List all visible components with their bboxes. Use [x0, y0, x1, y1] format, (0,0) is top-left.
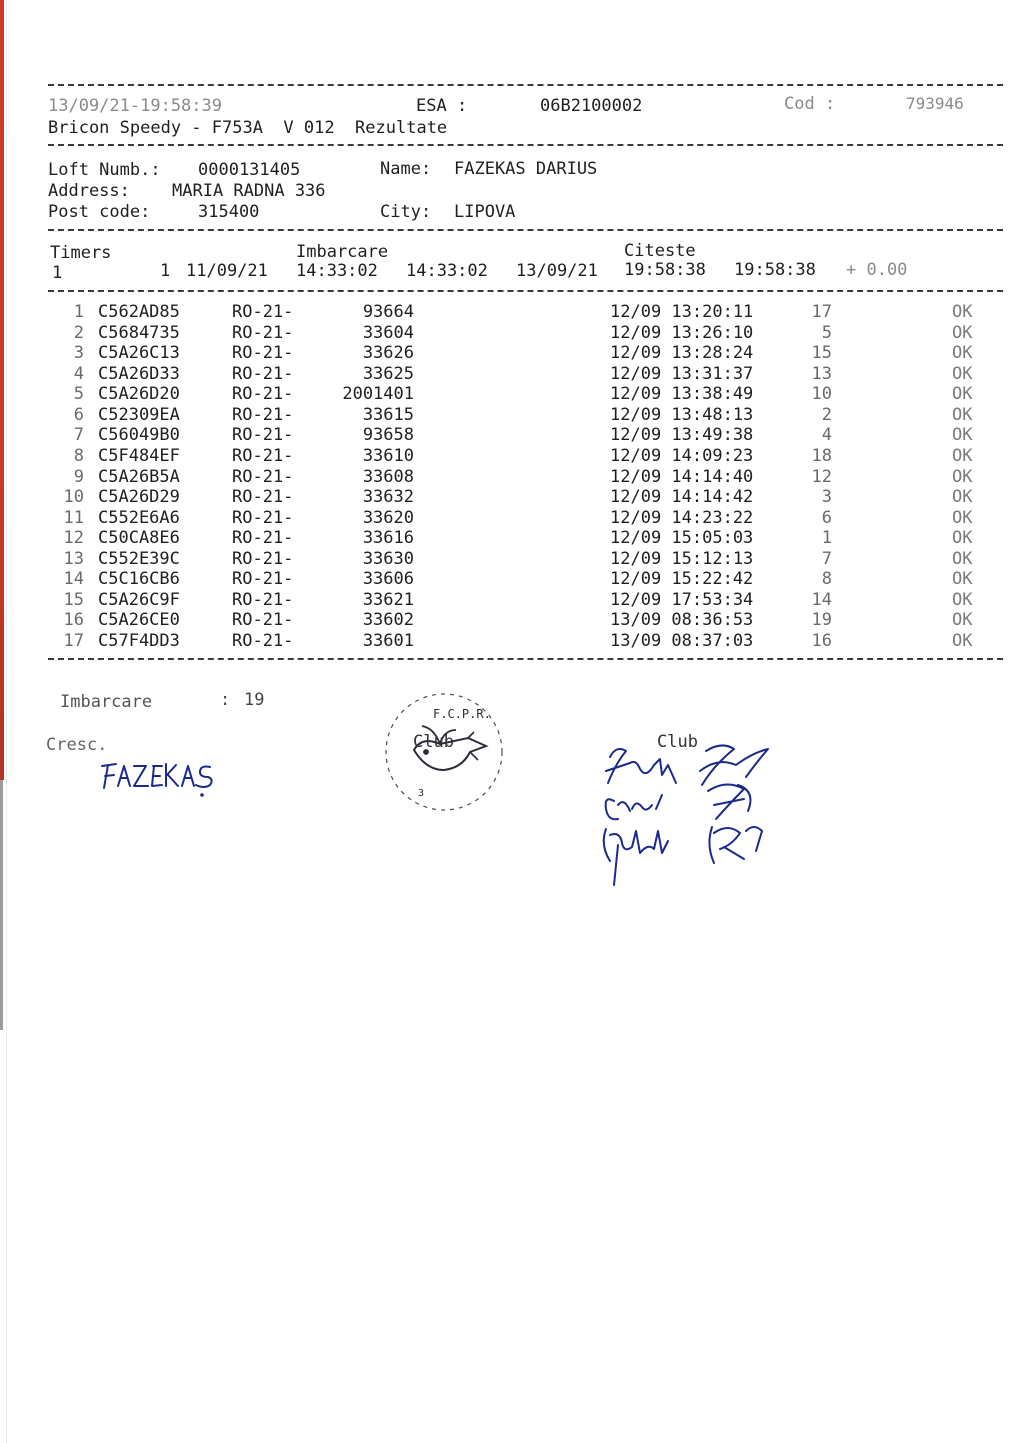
- place-number: 18: [811, 445, 832, 466]
- row-number: 2: [73, 322, 84, 343]
- result-row: [0, 323, 1024, 343]
- status-ok: OK: [952, 425, 973, 446]
- divider-results: [48, 658, 1003, 660]
- ring-prefix: RO-21-: [232, 631, 294, 651]
- ring-prefix: RO-21-: [232, 384, 294, 405]
- status-ok: OK: [952, 363, 973, 384]
- ring-prefix: RO-21-: [232, 610, 294, 631]
- esa-label: ESA :: [416, 96, 468, 116]
- stamp-abbreviation: F.C.P.R.: [433, 707, 491, 721]
- ring-number: 33625: [362, 363, 414, 384]
- place-number: 16: [811, 631, 832, 651]
- citeste-time-1: 19:58:38: [624, 260, 706, 280]
- result-row: [0, 610, 1024, 630]
- place-number: 4: [821, 425, 832, 446]
- place-number: 5: [821, 322, 832, 343]
- place-number: 7: [821, 548, 832, 569]
- chip-id: C5A26D33: [98, 363, 180, 384]
- loft-number: 0000131405: [198, 160, 301, 180]
- result-row: [0, 528, 1024, 548]
- ring-number: 33602: [362, 610, 414, 631]
- place-number: 15: [811, 343, 832, 364]
- result-row: [0, 405, 1024, 425]
- cod-label: Cod :: [784, 94, 836, 114]
- status-ok: OK: [952, 569, 973, 590]
- clock-time: 12/09 13:38:49: [610, 384, 754, 405]
- chip-id: C5A26CE0: [98, 610, 180, 631]
- row-number: 6: [73, 404, 84, 425]
- ring-number: 93664: [362, 302, 414, 322]
- place-number: 10: [811, 384, 832, 405]
- result-row: [0, 384, 1024, 404]
- clock-time: 13/09 08:36:53: [610, 610, 754, 631]
- citeste-time-2: 19:58:38: [734, 260, 816, 280]
- citeste-header: Citeste: [624, 241, 696, 261]
- status-ok: OK: [952, 384, 973, 405]
- chip-id: C552E39C: [98, 548, 180, 569]
- chip-id: C562AD85: [98, 302, 180, 322]
- clock-time: 13/09 08:37:03: [610, 631, 754, 651]
- ring-number: 33608: [362, 466, 414, 487]
- chip-id: C5A26B5A: [98, 466, 180, 487]
- result-row: [0, 508, 1024, 528]
- ring-number: 33615: [362, 404, 414, 425]
- club-signatures: [596, 735, 786, 895]
- result-row: [0, 446, 1024, 466]
- result-row: [0, 549, 1024, 569]
- stamp-number: 3: [418, 788, 425, 799]
- ring-prefix: RO-21-: [232, 363, 294, 384]
- loft-label: Loft Numb.:: [48, 160, 161, 180]
- place-number: 19: [811, 610, 832, 631]
- row-number: 9: [73, 466, 84, 487]
- ring-prefix: RO-21-: [232, 548, 294, 569]
- device-line: Bricon Speedy - F753A V 012 Rezultate: [48, 118, 448, 138]
- row-number: 4: [73, 363, 84, 384]
- result-row: [0, 487, 1024, 507]
- imbarcare-count-label: Imbarcare: [60, 692, 153, 712]
- chip-id: C52309EA: [98, 404, 180, 425]
- ring-prefix: RO-21-: [232, 322, 294, 343]
- ring-prefix: RO-21-: [232, 343, 294, 364]
- result-row: [0, 590, 1024, 610]
- ring-number: 33610: [362, 445, 414, 466]
- result-row: [0, 302, 1024, 322]
- clock-time: 12/09 14:23:22: [610, 507, 754, 528]
- ring-prefix: RO-21-: [232, 487, 294, 507]
- status-ok: OK: [952, 487, 973, 507]
- clock-time: 12/09 13:20:11: [610, 302, 754, 322]
- row-number: 11: [63, 507, 84, 528]
- post-code-label: Post code:: [48, 202, 151, 222]
- clock-time: 12/09 15:12:13: [610, 548, 754, 569]
- clock-time: 12/09 15:05:03: [610, 528, 754, 549]
- place-number: 13: [811, 363, 832, 384]
- address-label: Address:: [48, 181, 130, 201]
- ring-prefix: RO-21-: [232, 302, 294, 322]
- result-row: [0, 425, 1024, 445]
- clock-time: 12/09 14:09:23: [610, 445, 754, 466]
- result-row: [0, 467, 1024, 487]
- ring-number: 33620: [362, 507, 414, 528]
- city-label: City:: [380, 202, 432, 222]
- imbarcare-time-2: 14:33:02: [406, 261, 488, 281]
- timer-row-index: 1: [52, 263, 63, 283]
- ring-number: 33621: [362, 589, 414, 610]
- imbarcare-header: Imbarcare: [296, 242, 389, 262]
- ring-prefix: RO-21-: [232, 466, 294, 487]
- result-row: [0, 569, 1024, 589]
- ring-number: 33626: [362, 343, 414, 364]
- ring-number: 2001401: [342, 384, 414, 405]
- chip-id: C5A26C9F: [98, 589, 180, 610]
- chip-id: C5A26D20: [98, 384, 180, 405]
- result-row: [0, 364, 1024, 384]
- divider-timers: [48, 290, 1003, 292]
- status-ok: OK: [952, 445, 973, 466]
- chip-id: C5A26C13: [98, 343, 180, 364]
- divider-header: [48, 144, 1003, 146]
- address-value: MARIA RADNA 336: [172, 181, 326, 201]
- status-ok: OK: [952, 610, 973, 631]
- imbarcare-count-value: 19: [244, 690, 265, 710]
- imbarcare-date: 11/09/21: [186, 261, 268, 281]
- row-number: 14: [63, 569, 84, 590]
- row-number: 12: [63, 528, 84, 549]
- status-ok: OK: [952, 548, 973, 569]
- row-number: 8: [73, 445, 84, 466]
- clock-time: 12/09 14:14:40: [610, 466, 754, 487]
- club-label-signature: Club: [657, 732, 698, 752]
- clock-time: 12/09 13:49:38: [610, 425, 754, 446]
- name-label: Name:: [380, 159, 432, 179]
- result-row: [0, 343, 1024, 363]
- ring-number: 93658: [362, 425, 414, 446]
- report-datetime: 13/09/21-19:58:39: [48, 96, 222, 116]
- fancier-name: FAZEKAS DARIUS: [454, 159, 598, 179]
- citeste-date: 13/09/21: [516, 261, 598, 281]
- ring-number: 33630: [362, 548, 414, 569]
- clock-time: 12/09 13:31:37: [610, 363, 754, 384]
- city-value: LIPOVA: [454, 202, 516, 222]
- clock-time: 12/09 13:28:24: [610, 343, 754, 364]
- row-number: 1: [73, 302, 84, 322]
- row-number: 13: [63, 548, 84, 569]
- imbarcare-time-1: 14:33:02: [296, 261, 378, 281]
- chip-id: C552E6A6: [98, 507, 180, 528]
- place-number: 17: [811, 302, 832, 322]
- esa-value: 06B2100002: [540, 96, 643, 116]
- chip-id: C57F4DD3: [98, 631, 180, 651]
- place-number: 3: [821, 487, 832, 507]
- cresc-label: Cresc.: [46, 735, 108, 755]
- imbarcare-count-separator: :: [220, 690, 231, 710]
- clock-time: 12/09 14:14:42: [610, 487, 754, 507]
- status-ok: OK: [952, 302, 973, 322]
- cod-value: 793946: [906, 94, 964, 113]
- ring-number: 33616: [362, 528, 414, 549]
- ring-prefix: RO-21-: [232, 528, 294, 549]
- chip-id: C5F484EF: [98, 445, 180, 466]
- row-number: 17: [63, 631, 84, 651]
- place-number: 12: [811, 466, 832, 487]
- status-ok: OK: [952, 507, 973, 528]
- chip-id: C5C16CB6: [98, 569, 180, 590]
- status-ok: OK: [952, 466, 973, 487]
- paper-edge-shadow: [0, 780, 3, 1030]
- row-number: 16: [63, 610, 84, 631]
- divider-top: [48, 84, 1003, 86]
- ring-number: 33606: [362, 569, 414, 590]
- place-number: 6: [821, 507, 832, 528]
- status-ok: OK: [952, 322, 973, 343]
- place-number: 14: [811, 589, 832, 610]
- row-number: 5: [73, 384, 84, 405]
- ring-number: 33604: [362, 322, 414, 343]
- chip-id: C56049B0: [98, 425, 180, 446]
- status-ok: OK: [952, 589, 973, 610]
- ring-number: 33632: [362, 487, 414, 507]
- timers-label: Timers: [50, 243, 112, 263]
- ring-prefix: RO-21-: [232, 404, 294, 425]
- club-label-stamp: Club: [413, 732, 454, 752]
- row-number: 10: [63, 487, 84, 507]
- post-code-value: 315400: [198, 202, 260, 222]
- place-number: 8: [821, 569, 832, 590]
- breeder-signature: [96, 752, 226, 800]
- row-number: 7: [73, 425, 84, 446]
- row-number: 3: [73, 343, 84, 364]
- ring-number: 33601: [362, 631, 414, 651]
- status-ok: OK: [952, 404, 973, 425]
- row-number: 15: [63, 589, 84, 610]
- chip-id: C5A26D29: [98, 487, 180, 507]
- ring-prefix: RO-21-: [232, 445, 294, 466]
- place-number: 2: [821, 404, 832, 425]
- clock-time: 12/09 13:26:10: [610, 322, 754, 343]
- result-row: [0, 631, 1024, 651]
- timer-number: 1: [160, 261, 171, 281]
- clock-time: 12/09 15:22:42: [610, 569, 754, 590]
- ring-prefix: RO-21-: [232, 507, 294, 528]
- ring-prefix: RO-21-: [232, 569, 294, 590]
- chip-id: C50CA8E6: [98, 528, 180, 549]
- chip-id: C5684735: [98, 322, 180, 343]
- place-number: 1: [821, 528, 832, 549]
- clock-time: 12/09 17:53:34: [610, 589, 754, 610]
- clock-time: 12/09 13:48:13: [610, 404, 754, 425]
- paper-edge-line: [6, 0, 7, 1443]
- status-ok: OK: [952, 343, 973, 364]
- ring-prefix: RO-21-: [232, 425, 294, 446]
- divider-loft: [48, 229, 1003, 231]
- timer-offset: + 0.00: [846, 260, 908, 280]
- status-ok: OK: [952, 631, 973, 651]
- ring-prefix: RO-21-: [232, 589, 294, 610]
- status-ok: OK: [952, 528, 973, 549]
